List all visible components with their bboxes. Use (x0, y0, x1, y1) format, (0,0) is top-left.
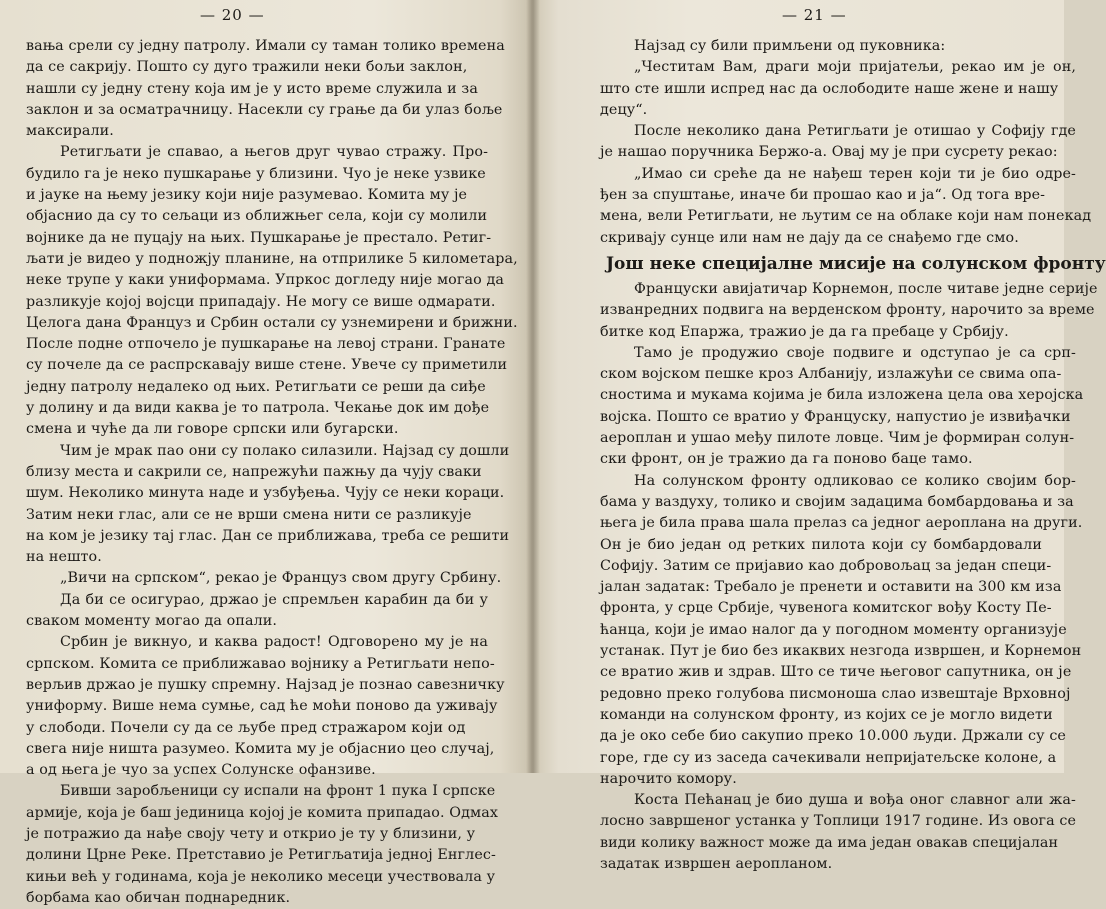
text-line: „Честитам Вам, драги моји пријатељи, рекао им је он, (634, 59, 1076, 76)
text-line: „Вичи на српском“, рекао је Француз свом другу Србину. (60, 570, 502, 587)
text-line: ском војском пешке кроз Албанију, излажући се свима опа- (600, 366, 1062, 383)
text-line: Србин је викнуо, и каква радост! Одговорено му је на (60, 634, 488, 651)
text-line: изванредних подвига на верденском фронту, нарочито за време (600, 302, 1095, 319)
text-line: аероплан и ушао међу пилоте ловце. Чим је формиран солун- (600, 430, 1075, 447)
text-line: горе, где су из заседа сачекивали непријатељске колоне, а (600, 749, 1057, 766)
text-line: На солунском фронту одликовао се колико својим бор- (634, 472, 1076, 489)
page-number-left: — 20 — (200, 6, 265, 24)
text-line: армије, која је баш јединица којој је комита припадао. Одмах (26, 804, 498, 821)
text-line: будило га је неко пушкарање у близини. Чуо је неке узвике (26, 165, 486, 182)
text-line: да је око себе био сакупио преко 10.000 људи. Држали су се (600, 728, 1066, 745)
text-line: Ретигљати је спавао, а његов друг чувао стражу. Про- (60, 144, 488, 161)
text-line: војска. Пошто се вратио у Француску, напустио је извиђачки (600, 408, 1071, 425)
text-line: После подне отпочело је пушкарање на левој страни. Гранате (26, 336, 506, 353)
text-line: битке код Епаржа, тражио је да га пребаце у Србију. (600, 323, 1009, 340)
text-line: српском. Комита се приближавао војнику а Ретигљати непо- (26, 655, 495, 672)
text-line: скривају сунце или нам не дају да се снађемо где смо. (600, 229, 1019, 246)
text-line: њега је била права шала прелаз са једног аероплана на други. (600, 515, 1083, 532)
text-line: Затим неки глас, али се не врши смена нити се разликује (26, 506, 472, 523)
right-page-text-top (600, 36, 1092, 249)
text-line: Чим је мрак пао они су полако силазили. Најзад су дошли (60, 442, 510, 459)
text-line: нашли су једну стену која им је у исто време служила и за (26, 80, 478, 97)
text-line: близу места и сакрили се, напрежући пажњу да чују сваки (26, 463, 482, 480)
text-line: После неколико дана Ретигљати је отишао у Софију где (634, 123, 1076, 140)
text-line: сностима и мукама којима је била изложена цела ова херојска (600, 387, 1084, 404)
text-line: Софију. Затим се пријавио као добровољац за један специ- (600, 557, 1052, 574)
text-line: што сте ишли испред нас да ослободите наше жене и нашу (600, 80, 1059, 97)
text-line: Бивши заробљеници су испали на фронт 1 пука I српске (60, 783, 496, 800)
text-line: је нашао поручника Бержо-а. Овај му је при сусрету рекао: (600, 144, 1058, 161)
right-page (532, 0, 1106, 872)
left-page (0, 0, 532, 906)
text-line: види колику важност може да има један овакав специјалан (600, 834, 1059, 851)
text-line: Тамо је продужио своје подвиге и одступао је са срп- (634, 344, 1076, 361)
text-line: максирали. (26, 123, 114, 140)
text-line: устанак. Пут је био без икаквих незгода извршен, и Корнемон (600, 643, 1082, 660)
text-line: задатак извршен аеропланом. (600, 855, 833, 872)
text-line: Да би се осигурао, држао је спремљен карабин да би у (60, 591, 488, 608)
text-line: Коста Пећанац је био душа и вођа оног славног али жа- (634, 792, 1076, 809)
text-line: неке трупе у каки униформама. Упркос догледу није могао да (26, 272, 504, 289)
text-line: једну патролу недалеко од њих. Ретигљати се реши да сиђе (26, 378, 486, 395)
text-line: редовно преко голубова писмоноша слао извештаје Врховној (600, 685, 1071, 702)
text-line: Француски авијатичар Корнемон, после читаве једне серије (634, 280, 1098, 297)
text-line: разликује којој војсци припадају. Не могу се више одмарати. (26, 293, 496, 310)
text-line: борбама као обичан поднаредник. (26, 889, 291, 906)
text-line: долини Црне Реке. Претставио је Ретигљатија једној Енглес- (26, 847, 496, 864)
text-line: Целога дана Француз и Србин остали су узнемирени и брижни. (26, 314, 518, 331)
text-line: „Имао си среће да не нађеш терен који ти је био одре- (634, 165, 1076, 182)
text-line: шум. Неколико минута наде и узбуђења. Чују се неки кораци. (26, 485, 505, 502)
text-line: свега није ништа разумео. Комита му је објаснио цео случај, (26, 740, 495, 757)
text-line: фронта, у срце Србије, чувенога комитског вођу Косту Пе- (600, 600, 1052, 617)
text-line: војнике да не пуцају на њих. Пушкарање је престало. Ретиг- (26, 229, 492, 246)
text-line: лосно завршеног устанка у Топлици 1917 године. Из овога се (600, 813, 1077, 830)
text-line: верљив држао је пушку спремну. Најзад је познао савезничку (26, 676, 505, 693)
text-line: у долину и да види каква је то патрола. Чекање док им дође (26, 400, 490, 417)
section-heading: Још неке специјалне мисије на солунском фронту (606, 253, 1106, 274)
text-line: команди на солунском фронту, из којих се је могло видети (600, 706, 1053, 723)
text-line: униформу. Више нема сумње, сад ће моћи поново да уживају (26, 698, 498, 715)
text-line: децу“. (600, 101, 648, 118)
text-line: мена, вели Ретигљати, не љутим се на облаке који нам понекад (600, 208, 1092, 225)
text-line: а од њега је чуо за успех Солунске офанзиве. (26, 762, 376, 779)
text-line: сваком моменту могао да опали. (26, 613, 278, 630)
text-line: љати је видео у подножју планине, на отприлике 5 километара, (26, 250, 518, 267)
text-line: у слободи. Почели су да се љубе пред стражаром који од (26, 719, 466, 736)
text-line: ски фронт, он је тражио да га поново баце тамо. (600, 451, 973, 468)
text-line: кињи већ у годинама, која је неколико месеци учествовала у (26, 868, 496, 885)
text-line: смена и чуће да ли говоре српски или бугарски. (26, 421, 399, 438)
text-line: објаснио да су то сељаци из оближњег села, који су молили (26, 208, 488, 225)
text-line: заклон и за осматрачницу. Насекли су грање да би улаз боље (26, 101, 503, 118)
text-line: бама у ваздуху, толико и својим задацима бомбардовања и за (600, 493, 1074, 510)
text-line: ђен за спуштање, иначе би прошао као и ја“. Од тога вре- (600, 187, 1046, 204)
text-line: је потражио да нађе своју чету и открио је ту у близини, у (26, 825, 476, 842)
text-line: вања срели су једну патролу. Имали су таман толико времена (26, 38, 505, 54)
text-line: су почеле да се распрскавају више стене. Увече су приметили (26, 357, 508, 374)
text-line: Најзад су били примљени од пуковника: (634, 38, 946, 54)
text-line: на ком је језику тај глас. Дан се приближава, треба се решити (26, 527, 510, 544)
text-line: јалан задатак: Требало је пренети и оставити на 300 км иза (600, 579, 1062, 596)
text-line: Он је био један од ретких пилота који су бомбардовали (600, 536, 1042, 553)
text-line: да се сакрију. Пошто су дуго тражили неки бољи заклон, (26, 59, 468, 76)
text-line: на нешто. (26, 549, 102, 566)
text-line: нарочито комору. (600, 770, 737, 787)
right-page-text-bottom (600, 279, 1098, 875)
page-number-right: — 21 — (782, 6, 847, 24)
left-page-text (26, 36, 518, 909)
text-line: и јауке на њему језику који није разумевао. Комита му је (26, 187, 468, 204)
text-line: ћанца, који је имао налог да у погодном моменту организује (600, 621, 1067, 638)
text-line: се вратио жив и здрав. Што се тиче његовог сапутника, он је (600, 664, 1072, 681)
